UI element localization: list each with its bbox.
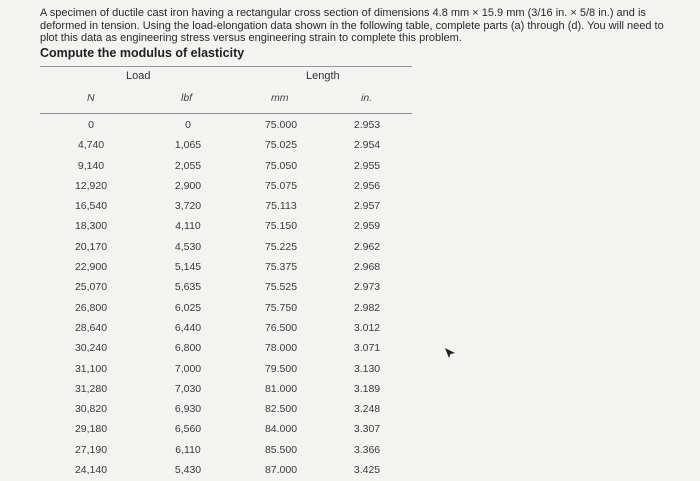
cell-load-lbf: 7,000 (174, 362, 202, 375)
cell-load-n: 26,800 (74, 301, 108, 314)
cell-load-lbf: 2,900 (174, 179, 202, 192)
table-row (0, 238, 700, 258)
group-header-length: Length (306, 70, 340, 82)
column-header-lbf: lbf (181, 92, 193, 104)
cell-load-lbf: 1,065 (174, 139, 202, 152)
cell-length-mm: 75.225 (264, 240, 298, 253)
cell-load-n: 30,240 (74, 342, 108, 355)
cell-load-lbf: 5,635 (174, 281, 202, 294)
table-row (0, 360, 700, 380)
cell-length-in: 3.307 (353, 423, 381, 436)
cell-length-mm: 75.375 (264, 261, 298, 274)
cell-length-in: 2.973 (353, 281, 381, 294)
cell-length-in: 2.953 (353, 119, 381, 131)
table-row (0, 420, 700, 440)
cell-load-lbf: 4,530 (174, 240, 202, 253)
cell-length-mm: 78.000 (264, 342, 298, 355)
cell-load-lbf: 3,720 (174, 200, 202, 213)
table-row (0, 258, 700, 278)
cell-length-mm: 85.500 (264, 443, 298, 456)
cell-load-n: 29,180 (74, 423, 108, 436)
table-row (0, 319, 700, 339)
cell-length-in: 2.956 (353, 179, 381, 192)
cell-length-mm: 75.750 (264, 301, 298, 314)
cell-load-lbf: 6,800 (174, 342, 202, 355)
cell-load-lbf: 5,145 (174, 261, 202, 274)
cell-length-in: 2.959 (353, 220, 381, 233)
table-row (0, 461, 700, 481)
cell-length-in: 3.071 (353, 342, 381, 355)
table-row (0, 177, 700, 197)
table-row (0, 157, 700, 177)
cell-load-n: 12,920 (74, 179, 108, 192)
column-header-n: N (87, 92, 95, 104)
table-body (0, 116, 700, 481)
cell-length-in: 3.425 (353, 464, 381, 477)
column-header-in: in. (361, 92, 373, 104)
cell-length-mm: 75.075 (264, 179, 298, 192)
table-top-rule (40, 66, 412, 67)
cell-load-lbf: 6,440 (174, 321, 202, 334)
cell-load-lbf: 6,560 (174, 423, 202, 436)
group-header-load: Load (126, 70, 151, 82)
cell-load-lbf: 7,030 (174, 382, 202, 395)
cell-load-n: 16,540 (74, 200, 108, 213)
cell-load-lbf: 6,930 (174, 403, 202, 416)
table-row (0, 299, 700, 319)
table-row (0, 441, 700, 461)
cell-load-n: 0 (88, 119, 94, 131)
cell-load-n: 31,100 (74, 362, 108, 375)
table-row (0, 400, 700, 420)
cell-load-n: 31,280 (74, 382, 108, 395)
cell-load-n: 4,740 (77, 139, 105, 152)
table-header-rule (40, 113, 412, 114)
cell-length-in: 2.968 (353, 261, 381, 274)
cell-load-n: 9,140 (77, 159, 105, 172)
cell-load-lbf: 4,110 (175, 220, 201, 233)
cell-load-n: 30,820 (74, 403, 108, 416)
cell-length-in: 2.954 (353, 139, 381, 152)
cell-length-mm: 75.000 (264, 119, 298, 131)
cell-length-mm: 75.025 (264, 139, 298, 152)
table-row (0, 339, 700, 359)
cell-length-mm: 76.500 (264, 321, 298, 334)
cell-length-mm: 87.000 (264, 464, 298, 477)
cell-length-mm: 75.525 (264, 281, 298, 294)
cell-length-mm: 75.113 (265, 200, 297, 213)
cell-length-mm: 82.500 (264, 403, 298, 416)
cell-length-mm: 79.500 (264, 362, 298, 375)
cell-load-n: 18,300 (74, 220, 108, 233)
cell-length-in: 3.366 (353, 443, 381, 456)
cell-load-lbf: 5,430 (174, 464, 202, 477)
cell-load-lbf: 6,025 (174, 301, 202, 314)
mouse-pointer-icon (443, 346, 457, 360)
table-row (0, 380, 700, 400)
cell-length-in: 3.189 (353, 382, 381, 395)
cell-length-in: 3.012 (353, 321, 381, 334)
cell-length-in: 2.982 (353, 301, 381, 314)
section-heading: Compute the modulus of elasticity (40, 46, 245, 60)
problem-statement (40, 7, 670, 45)
column-header-mm: mm (271, 92, 289, 104)
cell-load-n: 27,190 (74, 443, 108, 456)
cell-length-in: 2.962 (353, 240, 381, 253)
cell-length-mm: 81.000 (264, 382, 298, 395)
cell-length-mm: 75.150 (264, 220, 298, 233)
table-row (0, 217, 700, 237)
table-row (0, 136, 700, 156)
cell-load-n: 28,640 (74, 321, 108, 334)
cell-load-n: 25,070 (74, 281, 108, 294)
table-row (0, 278, 700, 298)
table-row (0, 116, 700, 136)
cell-load-n: 24,140 (74, 464, 108, 477)
cell-length-mm: 84.000 (264, 423, 298, 436)
cell-load-n: 22,900 (74, 261, 108, 274)
cell-length-in: 3.248 (353, 403, 381, 416)
cell-load-n: 20,170 (74, 240, 108, 253)
cell-length-in: 2.957 (353, 200, 381, 213)
problem-text: A specimen of ductile cast iron having a rectangular cross section of dimensions 4.8 mm × 15.9 mm (3/16 in. × 5/8 in.) and is deformed in tension. Using the load-elongation data shown in the following table, complete parts (a) through (d). You will need to plot this data as engineering stress versus engineering strain to complete this problem. (40, 7, 664, 44)
cell-length-in: 2.955 (353, 159, 381, 172)
cell-length-in: 3.130 (353, 362, 381, 375)
cell-load-lbf: 2,055 (174, 159, 202, 172)
cell-length-mm: 75.050 (264, 159, 298, 172)
cell-load-lbf: 6,110 (175, 443, 201, 456)
table-row (0, 197, 700, 217)
cell-load-lbf: 0 (185, 119, 191, 131)
